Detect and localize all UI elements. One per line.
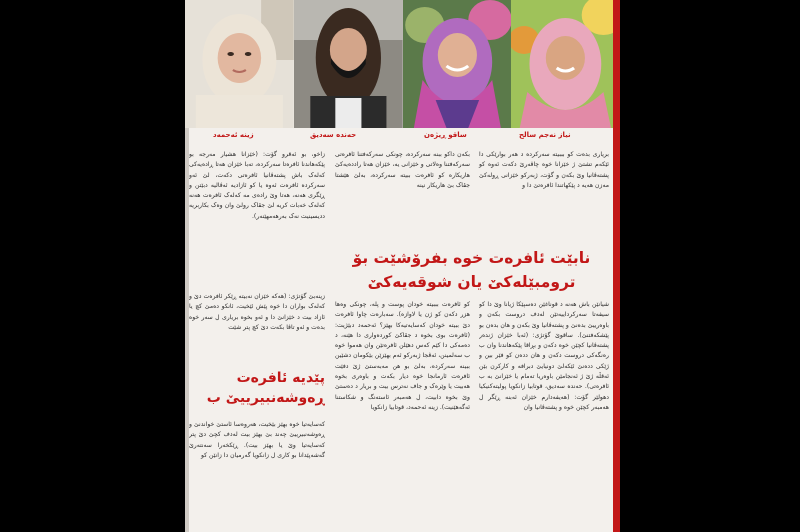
portrait-photo-4 [185,0,294,128]
article-column-right-bottom [479,300,609,532]
paragraph: شیانێن باش هەنە د قوناغێن دەسپێکا ژیانا وێ دا کو سیفەتا سەرکرداییەتێن لەدف دروست بکەن و باوەرییێ بدەنێ و پشتەڤانیا وێ بکەن و هان بدەن بو پێشکەفتنێ). ساقوێ گۆتژی: (ئەبا خێزان ژندەر پشتەڤانیا کچێن خوە دکەن و بڕاقا پێکەهاندنا وان ب رەنگەکی دروست دکەن و هان ددەن کو فێر بین و ژێکی ددەنێ ئێکەلێ دونیایێ دبرافە و کارکرن بێن ئەقڵە ژێ ژ ئەنجامێن باوەریا تەمام یا خێزانێ بە ب ئافرەتی). حەندە سەدیق، قوتابیا زانکویا پولیتەکنیکیا دهولێر گۆت: (هەیفەدارم خێزان ئەبنە ڕێگر ل هەمبەر کچێن خوە و پشتەڤانیا وان [479,301,609,411]
caption-photo-3: حەندە سەدیق [310,131,357,139]
paragraph: زینەبێ گۆتژی: (هەکە خێزان نەبیتە ڕێکر ئافرەت دێ و کەلەک بواران دا خوە پێش ئێخیت، ئانکو دەمێ کچ یا ئازاد بیت د خێزانێ دا و ئەو بخوە بریاری ل سەر خوە بدەت و ئەو تاڤا بکەت دێ کچ پتر شێت [189,293,325,331]
portrait-photo-3 [294,0,403,128]
paragraph: بکەن داکو ببنە سەرکردە، چونکی سەرکەفتنا ئافرەتی سەرکەفتنا وەلاتی و خێزانی یە، خێزان هەتا راددەیەکێ هاریکارە کو ئافرەت ببیتە سەرکردە، بەلێ هێشتا جڤاک بێ هاریکار نینە [335,151,470,189]
caption-photo-1: نیاز نەجم سالح [519,131,571,139]
paragraph: بریاری بدەت کو بببیتە سەرکردە د هەر بوارێکی دا ئێکەم تشتێ ژ خێزانا خوە چاڤەرێ دکەت ئەوە کو پشتەڤانیا وێ بکەن و گۆت، ژبەرکو خێزانی ڕولەکێ مەزن هەیە د پێکهاتندا ئافرەتێ دا و [479,151,609,189]
headline-main: نابێت ئافرەت خوە بفرۆشێت بۆ ترومبێلەکێ یان شوقەیەکێ [352,249,591,291]
article-column-middle-top [335,150,470,236]
caption-photo-2: ساقو ڕیژەن [424,131,467,139]
article-column-left-middle [189,292,325,362]
photo-strip [185,0,620,128]
paragraph: کو ئافرەت بببیتە خودان پوست و پلە، چونکی وەها هزر دکەن کو ژن یا لاوازە). سەبارەت چاوا ئافرەت دێ ببیتە خودان کەسایەتیەکا بهێز؟ ئەحمەد دبێژیت: (ئافرەت بوی بخوە د جڤاکێ کوردەواری دا هێنە، د دەمەکی دا کێم کەس دهێلن ئافرەتێن وان هەموا خوە ب سەلمینن، ئەڤجا ژبەرکو ئەم بهێزێن بێکومان دشێین ببینە سەرکردە، بەلێ بو هن مەبەستێ ژێ دفێت ئافرەت ئارمانجا خوە دیار بکەت و باوەری بخوە هەبیت یا وێرەک و جاف نەترس بیت و بریار د دەستێ وێ بخوە دابیت، ل هەمبەر ئاستەنگ و شکاستنا ئەگەهێنیت). زینە ئەحمەد، قوتابیا زانکویا [335,301,470,411]
article-column-left-bottom [189,420,325,532]
article-column-left-top [189,150,325,284]
page-edge-stripe [613,0,620,532]
portrait-photo-1 [511,0,620,128]
portrait-photo-2 [403,0,512,128]
paragraph: زاخو، بو ئەقرو گۆت: (خێزانا هشیار مەرجە بو پێکەهاندنا ئافرەتا سەرکردە، تەبا خێزان هەتا ڕادەیەکی کەلەک باش پشتەڤانیا ئافرەتی دکەت، لێ ئەو سەرکردە ئافرەت ئەوە یا کو ئازادیە ئەڤالیە دبێتن و ڕێگری هەنە، هەتا وێ رادەی مە کەلەک ئافرەت هەنە کەلەک خەبات کریە لێ جڤاک رولێ وان وەک بکاربریە ددیسینیت نەک بەرهەمهێنەر). [189,151,325,220]
article-column-middle-bottom [335,300,470,532]
paragraph: کەسایەتیا خوە بهێز بێخیت، هەروەسا ئاستێ خواندنێ و ڕەوشەنبیرییێ چەند بێ بهێز بیت لەدف کچێ دێ پتر کەسایەتیا وێ یا بهێز بیت). ڕێکخەرا سەنتەرێ گەشەپێدانا بو کاری ل زانکویا گەرمیان دا زانێن کو [189,421,325,459]
headline-secondary: پێدیە ئافرەت ڕەوشەنبیرییێ ب [206,370,325,406]
caption-photo-4: زینە ئەحمەد [213,131,254,139]
magazine-page [185,0,620,532]
article-column-right-top [479,150,609,238]
